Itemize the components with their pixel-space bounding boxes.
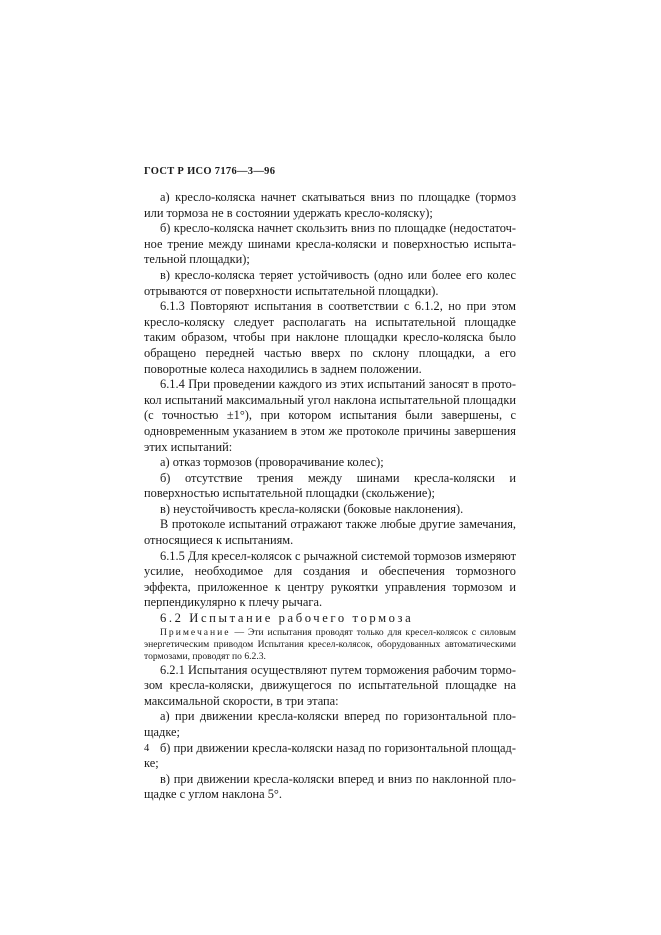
paragraph: б) при движении кресла-коляски назад по горизонтальной площадке;: [144, 740, 516, 771]
paragraph: в) неустойчивость кресла-коляски (боковые наклонения).: [160, 501, 464, 516]
paragraph: 6.1.4 При проведении каждого из этих испытаний заносят в протокол испытаний максимальный угол наклона испытательной площадки (с точностью ±1°), при котором испытания были завершены, с одновременным указанием в этом же протоколе причины завершения этих испытаний:: [144, 377, 516, 454]
paragraph: а) при движении кресла-коляски вперед по горизонтальной площадке;: [144, 709, 516, 739]
page-number: 4: [144, 743, 150, 754]
paragraph: а) отказ тормозов (проворачивание колес);: [160, 455, 384, 470]
body-text: [144, 190, 516, 803]
note: [144, 627, 516, 663]
paragraph: 6.1.5 Для кресел-колясок с рычажной системой тормозов измеряют усилие, необходимое для создания и обеспечения тормозного эффекта, приложенное к центру рукоятки управления тормозом и перпендикулярно к плечу рычага.: [144, 548, 516, 610]
paragraph: в) кресло-коляска теряет устойчивость (одно или более его колес отрываются от поверхности испытательной площадки).: [144, 267, 516, 298]
paragraph: В протоколе испытаний отражают также любые другие замечания, относящиеся к испытаниям.: [144, 517, 516, 548]
paragraph: 6.2.1 Испытания осуществляют путем торможения рабочим тормозом кресла-коляски, движущегося по испытательной площадке на максимальной скорости, в три этапа:: [144, 662, 516, 708]
document-header: ГОСТ Р ИСО 7176—3—96: [144, 166, 276, 177]
paragraph: б) кресло-коляска начнет скользить вниз по площадке (недостаточное трение между шинами кресла-коляски и поверхностью испытательной площадки);: [144, 221, 516, 267]
paragraph: а) кресло-коляска начнет скатываться вниз по площадке (тормоз или тормоза не в состоянии удержать кресло-коляску);: [144, 190, 516, 220]
note-label: Примечание: [160, 626, 231, 638]
paragraph: б) отсутствие трения между шинами кресла-коляски и поверхностью испытательной площадки (скольжение);: [144, 470, 516, 501]
section-title: 6.2 Испытание рабочего тормоза: [160, 611, 414, 626]
paragraph: в) при движении кресла-коляски вперед и вниз по наклонной площадке с углом наклона 5°.: [144, 771, 516, 802]
note-text: — Эти испытания проводят только для кресел-колясок с силовым энергетическим приводом Испытания кресел-колясок, оборудованных автоматическими тормозами, проводят по 6.2.3.: [144, 626, 516, 662]
paragraph: 6.1.3 Повторяют испытания в соответствии с 6.1.2, но при этом кресло-коляску следует располагать на испытательной площадке таким образом, чтобы при наклоне площадки кресло-коляска было обращено передней частью вверх по склону площадки, а его поворотные колеса находились в заднем положении.: [144, 299, 516, 376]
